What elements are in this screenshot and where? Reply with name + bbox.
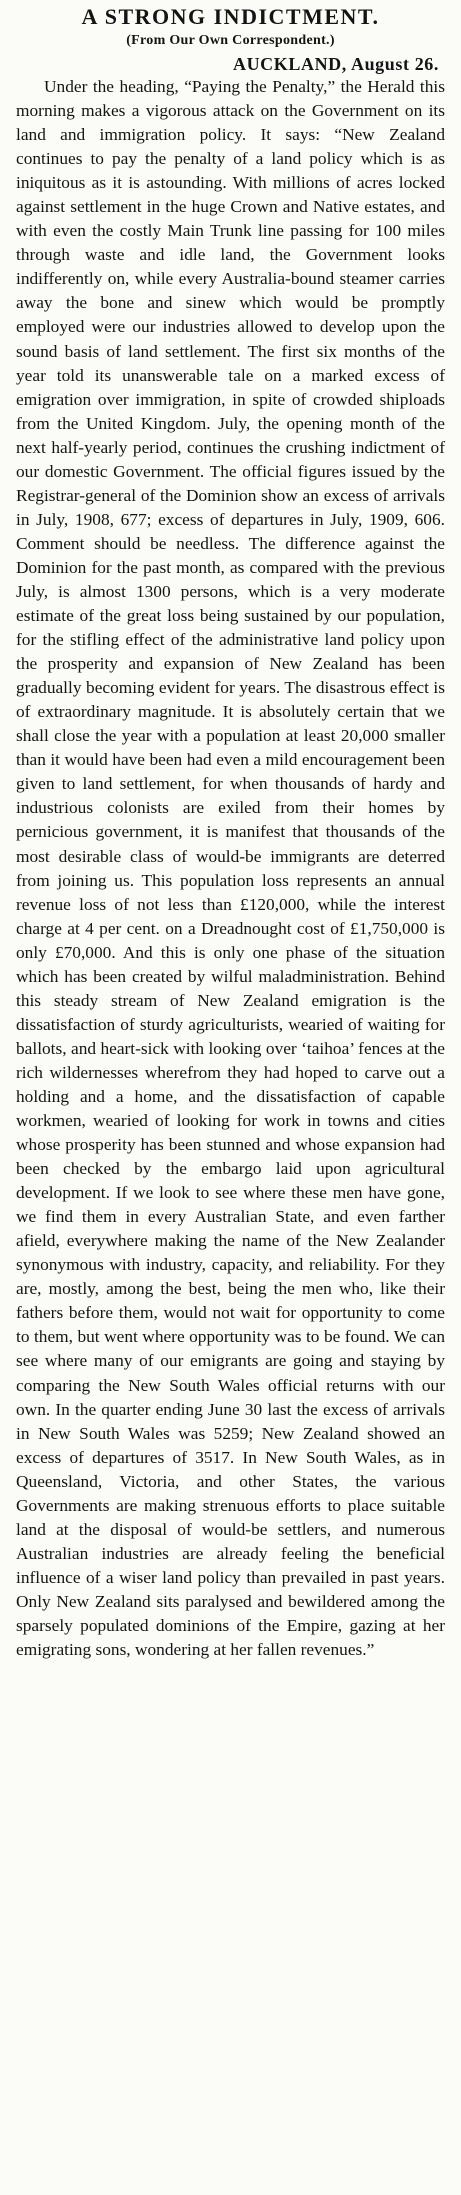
article-body: Under the heading, “Paying the Penalty,” the Herald this morning makes a vigorous attack on the Government on its land and immigration policy. It says: “New Zealand continues to pay the penalty of a land policy which is as iniquitous as it is astounding. With millions of acres locked against settlement in the huge Crown and Native estates, and with even the costly Main Trunk line passing for 100 miles through waste and idle land, the Government looks indifferently on, while every Australia-bound steamer carries away the bone and sinew which would be promptly employed were our industries allowed to develop upon the sound basis of land settlement. The first six months of the year told its unanswerable tale on a marked excess of emigration over immigration, in spite of crowded shiploads from the United Kingdom. July, the opening month of the next half-yearly period, continues the crushing indictment of our domestic Government. The official figures issued by the Registrar-general of the Dominion show an excess of arrivals in July, 1908, 677; excess of departures in July, 1909, 606. Comment should be needless. The difference against the Dominion for the past month, as compared with the previous July, is almost 1300 persons, which is a very moderate estimate of the great loss being sustained by our population, for the stifling effect of the administrative land policy upon the prosperity and expansion of New Zealand has been gradually becoming evident for years. The disastrous effect is of extraordinary magnitude. It is absolutely certain that we shall close the year with a population at least 20,000 smaller than it would have been had even a mild encouragement been given to land settlement, for when thousands of hardy and industrious colonists are exiled from their homes by pernicious government, it is manifest that thousands of the most desirable class of would-be immigrants are deterred from joining us. This population loss represents an annual revenue loss of not less than £120,000, while the interest charge at 4 per cent. on a Dreadnought cost of £1,750,000 is only £70,000. And this is only one phase of the situation which has been created by wilful maladministration. Behind this steady stream of New Zealand emigration is the dissatisfaction of sturdy agriculturists, wearied of waiting for ballots, and heart-sick with looking over ‘taihoa’ fences at the rich wildernesses wherefrom they had hoped to carve out a holding and a home, and the dissatisfaction of capable workmen, wearied of looking for work in towns and cities whose prosperity has been stunned and whose expansion had been checked by the embargo laid upon agricultural development. If we look to see where these men have gone, we find them in every Australian State, and even farther afield, everywhere making the name of the New Zealander synonymous with industry, capacity, and reliability. For they are, mostly, among the best, being the men who, like their fathers before them, would not wait for opportunity to come to them, but went where opportunity was to be found. We can see where many of our emigrants are going and staying by comparing the New South Wales official returns with our own. In the quarter ending June 30 last the excess of arrivals in New South Wales was 5259; New Zealand showed an excess of departures of 3517. In New South Wales, as in Queensland, Victoria, and other States, the various Governments are making strenuous efforts to place suitable land at the disposal of would-be settlers, and numerous Australian industries are already feeling the beneficial influence of a wiser land policy than prevailed in past years. Only New Zealand sits paralysed and bewildered among the sparsely populated dominions of the Empire, gazing at her emigrating sons, wondering at her fallen revenues.” bbox=[16, 77, 445, 1660]
article-dateline: AUCKLAND, August 26. bbox=[232, 54, 439, 74]
article-byline: (From Our Own Correspondent.) bbox=[126, 33, 335, 48]
article-headline: A STRONG INDICTMENT. bbox=[81, 4, 380, 29]
